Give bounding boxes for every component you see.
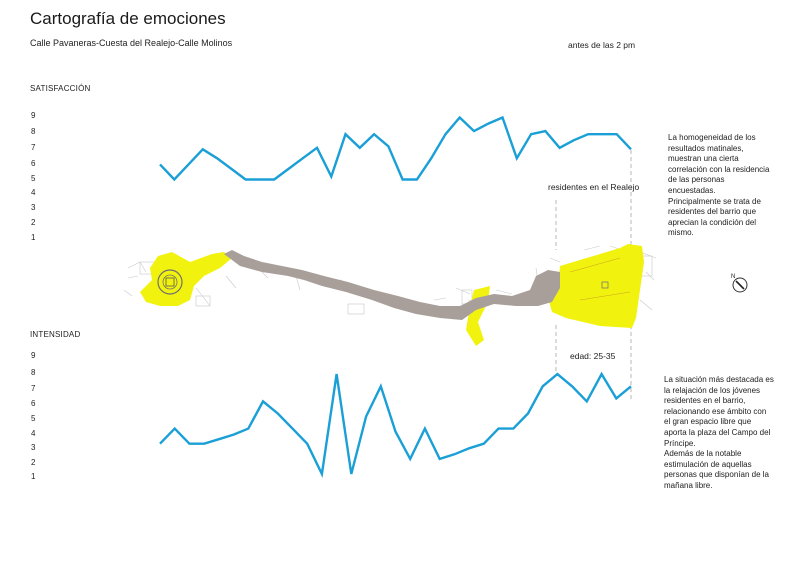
int-tick-8: 8 (31, 368, 36, 377)
street-map (124, 244, 656, 346)
series-line (160, 374, 631, 474)
int-note-line: residentes en el barrio, (664, 396, 746, 406)
int-note-line: La situación más destacada es (664, 375, 774, 384)
intensity-chart (160, 374, 631, 474)
int-tick-5: 5 (31, 414, 36, 423)
int-note-line: estimulación de aquellas (664, 459, 752, 469)
series-line (160, 118, 631, 180)
time-label: antes de las 2 pm (568, 40, 636, 50)
int-note-line: el gran espacio libre que (664, 417, 752, 427)
sat-tick-6: 6 (31, 159, 36, 168)
int-note-line: personas que disponían de la (664, 470, 769, 480)
int-note-line: Príncipe. (664, 438, 696, 448)
north-arrow-label: N (731, 274, 736, 280)
building-block (348, 304, 364, 314)
satisfaction-group-label: residentes en el Realejo (548, 182, 640, 192)
sat-note-line: de las personas (668, 175, 725, 185)
intensity-group-label: edad: 25-35 (570, 351, 616, 361)
int-note-line: mañana libre. (664, 480, 713, 490)
int-tick-9: 9 (31, 351, 36, 360)
int-tick-6: 6 (31, 399, 36, 408)
sat-note-line: muestran una cierta (668, 154, 739, 164)
page-title: Cartografía de emociones (30, 9, 226, 28)
sat-tick-1: 1 (31, 233, 36, 242)
sat-tick-3: 3 (31, 203, 36, 212)
satisfaction-chart (160, 117, 631, 179)
sat-tick-5: 5 (31, 174, 36, 183)
sat-note-line: encuestadas. (668, 185, 716, 195)
int-note-line: Además de la notable (664, 449, 742, 459)
sat-tick-7: 7 (31, 143, 36, 152)
sat-tick-9: 9 (31, 111, 36, 120)
page-subtitle: Calle Pavaneras-Cuesta del Realejo-Calle Molinos (30, 38, 233, 48)
int-tick-1: 1 (31, 472, 36, 481)
building-block (196, 296, 210, 306)
sat-note-line: correlación con la residencia (668, 164, 770, 174)
street-path (224, 250, 560, 320)
satisfaction-label: SATISFACCIÓN (30, 84, 91, 93)
int-note-line: la relajación de los jóvenes (664, 385, 761, 395)
sat-note-line: aprecian la condición del (668, 217, 757, 227)
int-tick-2: 2 (31, 458, 36, 467)
int-note-line: aporta la plaza del Campo del (664, 427, 771, 437)
sat-tick-2: 2 (31, 218, 36, 227)
sat-note-line: resultados matinales, (668, 143, 744, 153)
sat-note-line: La homogeneidad de los (668, 133, 756, 142)
north-arrow-icon (731, 274, 747, 292)
intensity-label: INTENSIDAD (30, 330, 81, 339)
plaza-highlight-east (548, 244, 644, 328)
sat-tick-8: 8 (31, 127, 36, 136)
plaza-highlight-west (140, 252, 232, 306)
sat-tick-4: 4 (31, 188, 36, 197)
int-tick-4: 4 (31, 429, 36, 438)
street-highlight-mid (466, 286, 490, 346)
int-note-line: relacionando ese ámbito con (664, 406, 767, 416)
int-tick-7: 7 (31, 384, 36, 393)
sat-note-line: residentes del barrio que (668, 207, 757, 217)
sat-note-line: mismo. (668, 228, 694, 238)
int-tick-3: 3 (31, 443, 36, 452)
sat-note-line: Principalmente se trata de (668, 196, 761, 206)
